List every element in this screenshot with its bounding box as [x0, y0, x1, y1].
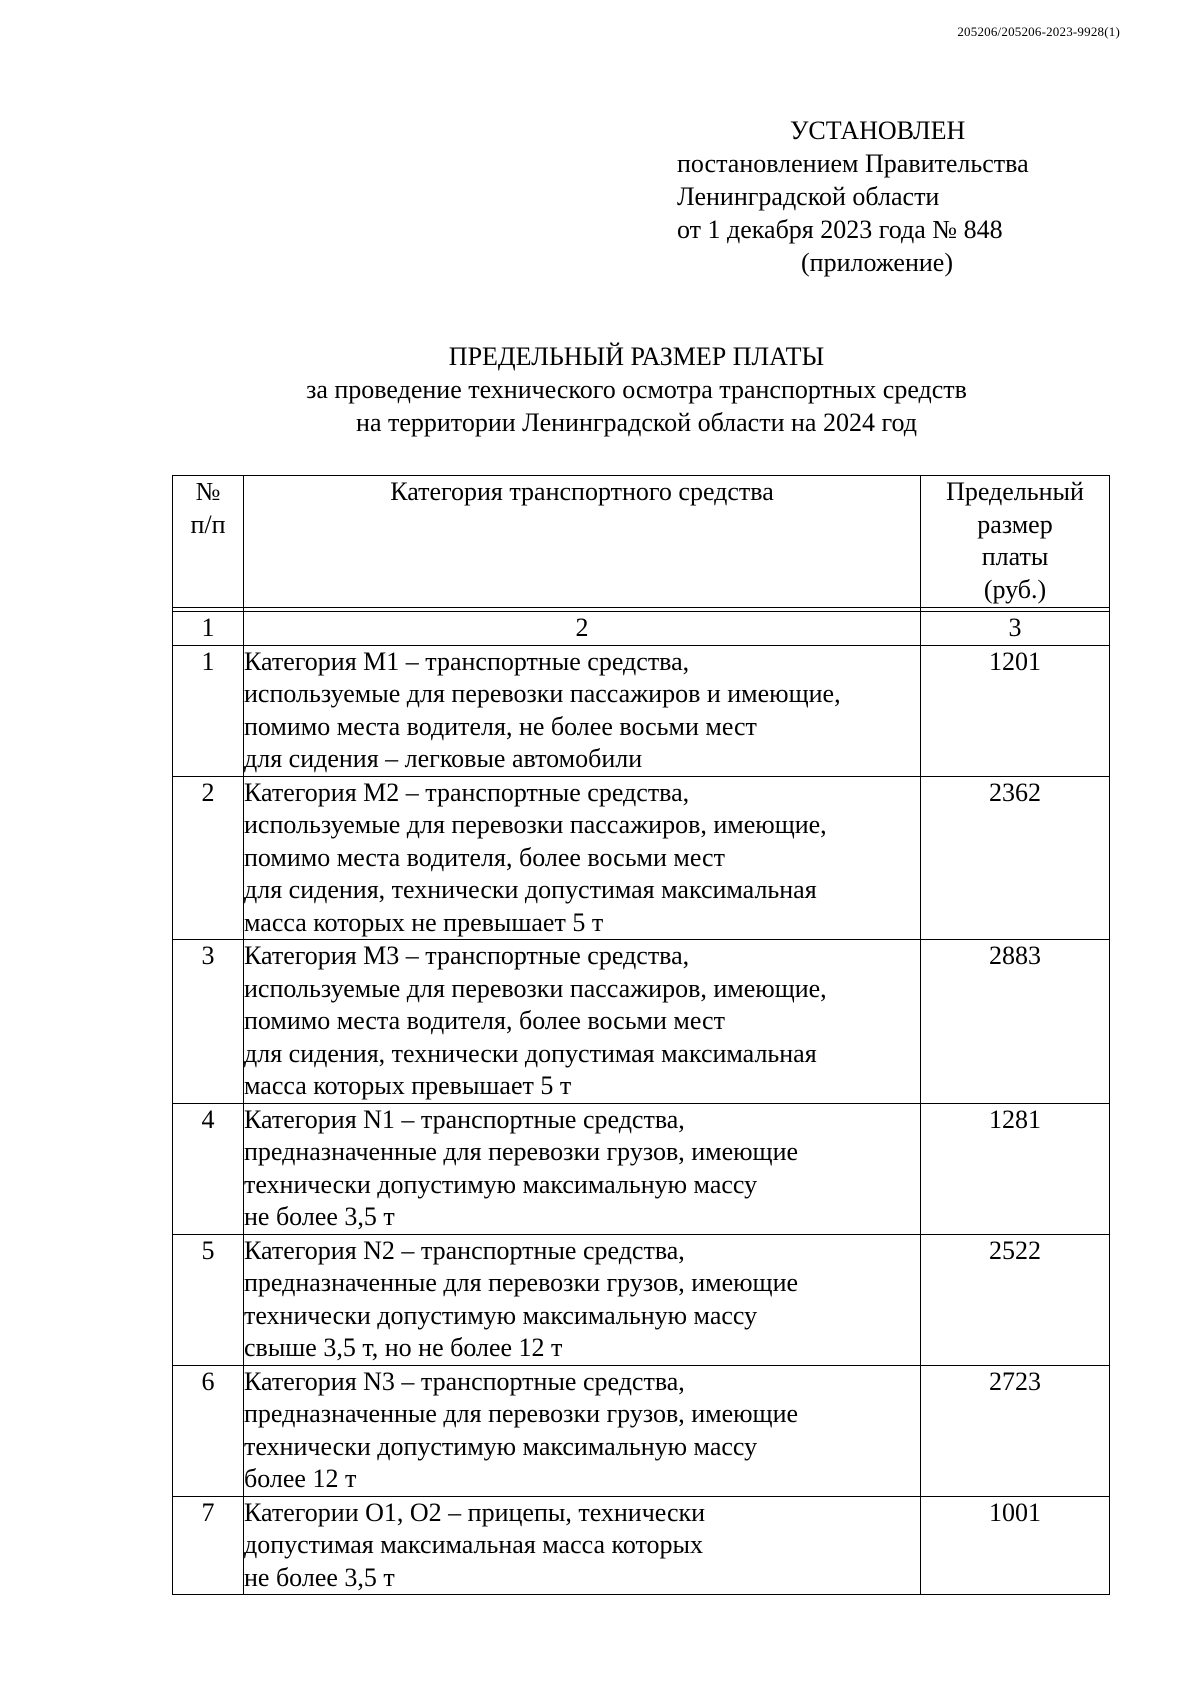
- table-row: [173, 1103, 1110, 1234]
- row-category: [244, 1365, 921, 1496]
- row-number: 6: [173, 1365, 244, 1496]
- header-number: № п/п: [173, 476, 244, 608]
- column-number: 1: [173, 612, 244, 646]
- approval-line: от 1 декабря 2023 года № 848: [677, 215, 1003, 244]
- fee-table: [172, 475, 1110, 1595]
- column-number-row: [173, 612, 1110, 646]
- category-line: масса которых превышает 5 т: [244, 1071, 572, 1100]
- approval-line: Ленинградской области: [677, 182, 940, 211]
- category-line: Категория N2 – транспортные средства,: [244, 1235, 685, 1265]
- table-row: [173, 1234, 1110, 1365]
- category-line: предназначенные для перевозки грузов, имеющие: [244, 1399, 799, 1428]
- category-line: технически допустимую максимальную массу: [244, 1431, 758, 1461]
- document-title: [0, 340, 1200, 439]
- category-line: не более 3,5 т: [244, 1202, 395, 1231]
- category-line: Категория М3 – транспортные средства,: [244, 941, 690, 970]
- row-number: 1: [173, 645, 244, 776]
- category-line: не более 3,5 т: [244, 1562, 395, 1592]
- category-line: для сидения – легковые автомобили: [244, 744, 643, 773]
- row-number: 4: [173, 1103, 244, 1234]
- title-line: ПРЕДЕЛЬНЫЙ РАЗМЕР ПЛАТЫ: [448, 342, 825, 371]
- row-fee: 2522: [921, 1234, 1110, 1365]
- approval-note: (приложение): [801, 248, 954, 277]
- row-category: [244, 776, 921, 940]
- category-line: технически допустимую максимальную массу: [244, 1300, 758, 1330]
- category-line: технически допустимую максимальную массу: [244, 1169, 758, 1199]
- category-line: для сидения, технически допустимая максимальная: [244, 1038, 817, 1068]
- row-number: 5: [173, 1234, 244, 1365]
- row-category: [244, 1103, 921, 1234]
- approval-stamp: [677, 114, 1029, 279]
- category-line: помимо места водителя, не более восьми мест: [244, 711, 757, 741]
- table-row: [173, 776, 1110, 940]
- row-fee: 2883: [921, 940, 1110, 1104]
- title-line: за проведение технического осмотра транспортных средств: [306, 375, 967, 404]
- table-row: [173, 1365, 1110, 1496]
- category-line: Категории О1, О2 – прицепы, технически: [244, 1497, 706, 1527]
- category-line: для сидения, технически допустимая максимальная: [244, 875, 817, 904]
- row-category: [244, 940, 921, 1104]
- row-category: [244, 645, 921, 776]
- category-line: Категория М1 – транспортные средства,: [244, 646, 690, 676]
- document-id: 205206/205206-2023-9928(1): [957, 24, 1120, 39]
- category-line: помимо места водителя, более восьми мест: [244, 1006, 725, 1035]
- category-line: предназначенные для перевозки грузов, имеющие: [244, 1137, 799, 1166]
- row-number: 2: [173, 776, 244, 940]
- row-fee: 1001: [921, 1496, 1110, 1595]
- category-line: используемые для перевозки пассажиров, имеющие,: [244, 810, 827, 839]
- row-fee: 1201: [921, 645, 1110, 776]
- category-line: допустимая максимальная масса которых: [244, 1530, 703, 1559]
- category-line: свыше 3,5 т, но не более 12 т: [244, 1333, 563, 1362]
- category-line: используемые для перевозки пассажиров и имеющие,: [244, 679, 841, 708]
- category-line: Категория М2 – транспортные средства,: [244, 777, 690, 807]
- table-row: [173, 940, 1110, 1104]
- title-line: на территории Ленинградской области на 2024 год: [356, 408, 917, 437]
- category-line: используемые для перевозки пассажиров, имеющие,: [244, 973, 827, 1003]
- approval-line: постановлением Правительства: [677, 149, 1029, 178]
- approval-heading: УСТАНОВЛЕН: [790, 116, 966, 145]
- category-line: Категория N1 – транспортные средства,: [244, 1104, 685, 1134]
- row-category: [244, 1234, 921, 1365]
- category-line: помимо места водителя, более восьми мест: [244, 842, 725, 872]
- header-fee: Предельный размер платы (руб.): [921, 476, 1110, 608]
- category-line: более 12 т: [244, 1464, 357, 1493]
- row-category: [244, 1496, 921, 1595]
- column-number: 3: [921, 612, 1110, 646]
- table-row: [173, 645, 1110, 776]
- category-line: Категория N3 – транспортные средства,: [244, 1366, 685, 1396]
- table-header-row: [173, 476, 1110, 608]
- category-line: предназначенные для перевозки грузов, имеющие: [244, 1268, 799, 1297]
- row-fee: 1281: [921, 1103, 1110, 1234]
- category-line: масса которых не превышает 5 т: [244, 907, 604, 937]
- column-number: 2: [244, 612, 921, 646]
- row-number: 3: [173, 940, 244, 1104]
- header-category: Категория транспортного средства: [244, 476, 921, 608]
- row-fee: 2723: [921, 1365, 1110, 1496]
- row-fee: 2362: [921, 776, 1110, 940]
- row-number: 7: [173, 1496, 244, 1595]
- table-row: [173, 1496, 1110, 1595]
